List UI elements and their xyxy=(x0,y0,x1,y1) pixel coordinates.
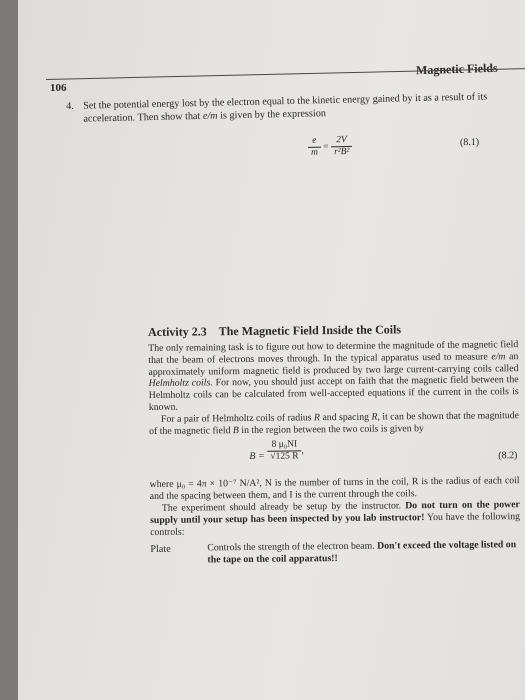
activity-section xyxy=(148,322,521,567)
control-term-plate: Plate xyxy=(150,544,171,556)
equation-label-8-1: (8.1) xyxy=(459,136,480,149)
paragraph-2: For a pair of Helmholtz coils of radius R and spacing R, it can be shown that the magnitude of the magnetic field B in the region between the two coils is given by xyxy=(149,409,520,437)
activity-label: Activity 2.3 xyxy=(147,324,207,339)
page-number: 106 xyxy=(50,82,67,94)
activity-title: The Magnetic Field Inside the Coils xyxy=(218,322,402,339)
fraction-helmholtz-field: $\frac{\text{8 μ₀NI}}{√125 R}$ xyxy=(267,440,301,463)
equation-label-8-2: (8.2) xyxy=(498,450,518,462)
where-clause: where μ₀ = 4π × 10⁻⁷ N/A², N is the number of turns in the coil, R is the radius of each coil and the spacing between them, and I is the current through the coils. xyxy=(149,475,520,503)
paragraph-3: The experiment should already be setup by the instructor. Do not turn on the power supply until your setup has been inspected by you lab instructor! You have the following controls: xyxy=(149,499,521,538)
exercise-item-4 xyxy=(66,90,516,126)
activity-heading xyxy=(148,322,518,339)
item-number: 4. xyxy=(66,100,74,112)
book-page xyxy=(18,0,525,700)
fraction-e-over-m: $\frac{e}{m}$ xyxy=(308,136,321,159)
controls-list xyxy=(150,539,520,566)
fraction-2v-over-r2b2: $\frac{2V}{\text{r²B²}}$ xyxy=(331,135,353,158)
equation-8-2: B = $\frac{\text{8 μ₀NI}}{√125 R}$ , (8.2) xyxy=(249,439,518,463)
equation-8-1: $\frac{e}{m}$ = $\frac{2V}{\text{r²B²}}$ xyxy=(308,134,388,159)
running-head: Magnetic Fields xyxy=(415,60,498,78)
control-desc-plate: Controls the strength of the electron beam. Don't exceed the voltage listed on the tape on the coil apparatus!! xyxy=(207,539,517,566)
paragraph-1: The only remaining task is to figure out how to determine the magnitude of the magnetic field that the beam of electrons moves through. In the typical apparatus used to measure e/m an approximately uniform magnetic field is produced by two large current-carrying coils called Helmholtz coils. For now, you should just accept on faith that the magnetic field between the Helmholtz coils can be calculated from well-accepted equations if the current in the coils is known. xyxy=(148,339,519,413)
item-text: Set the potential energy lost by the electron equal to the kinetic energy gained by it as a result of its acceleration. Then show that e/m is given by the expression xyxy=(83,91,488,125)
